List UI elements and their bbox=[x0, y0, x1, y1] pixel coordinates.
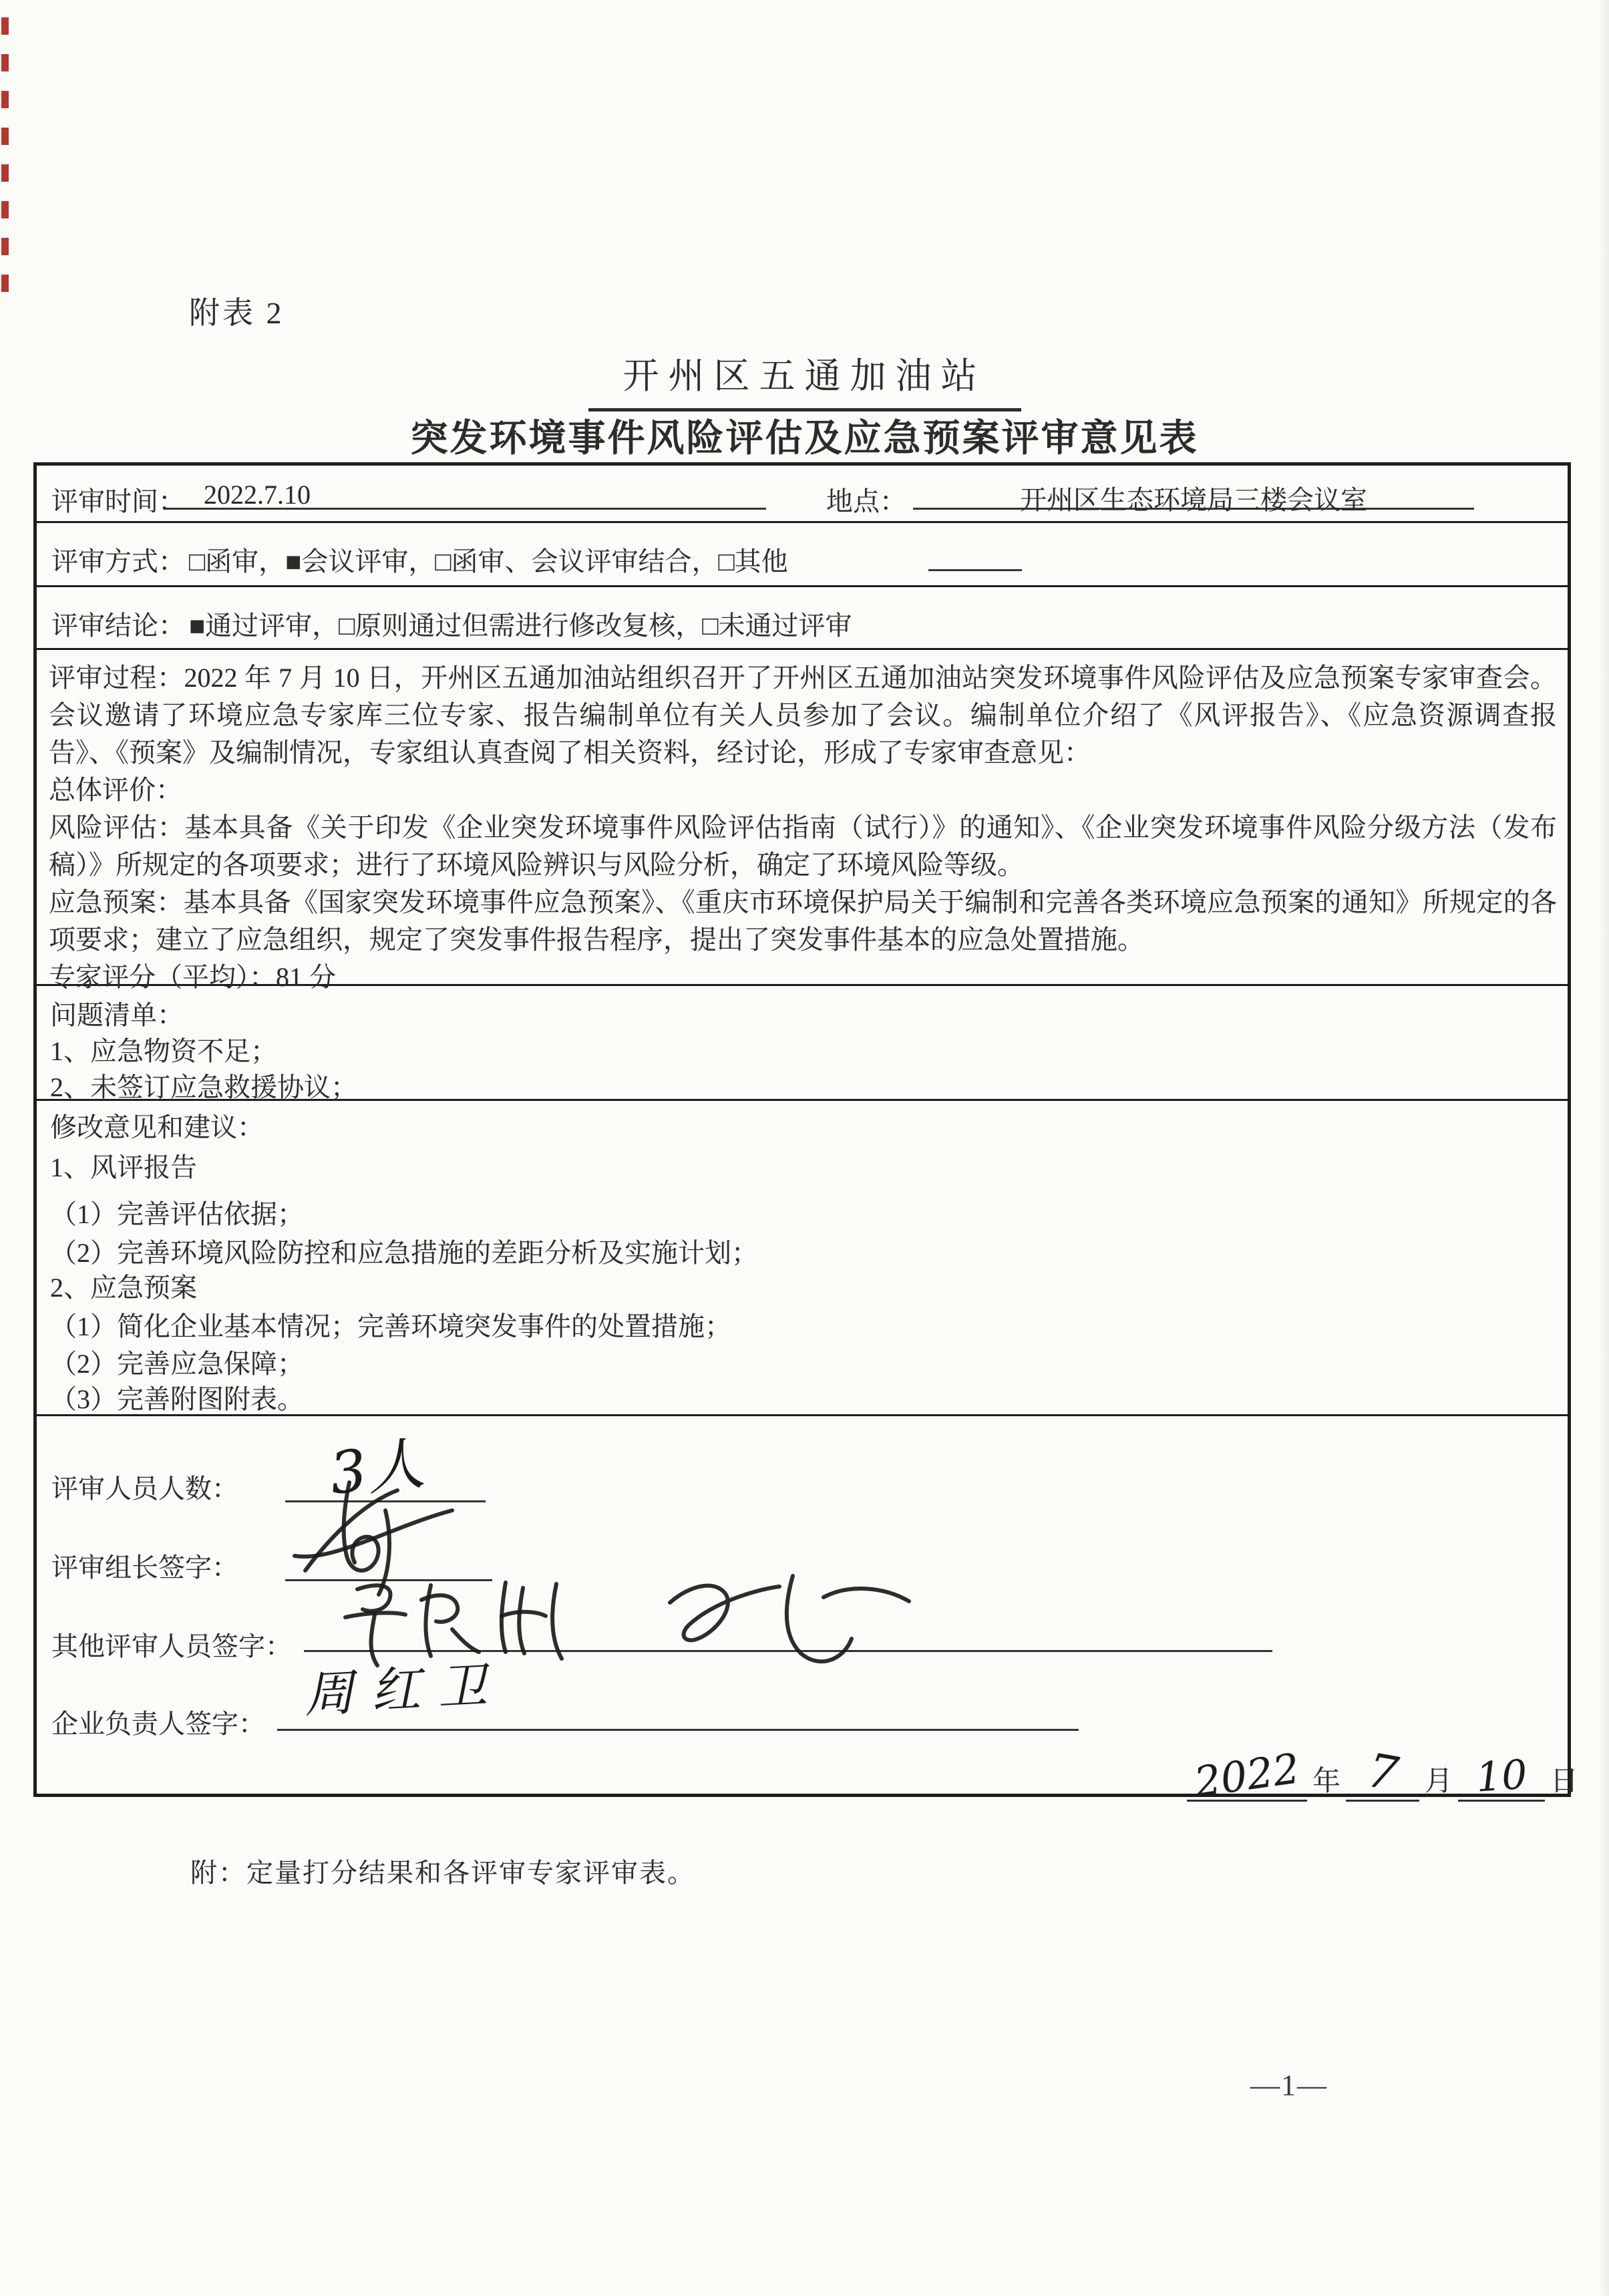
row-review-conclusion bbox=[37, 587, 1568, 650]
row-signatures bbox=[37, 1420, 1579, 1807]
review-opinion-table bbox=[33, 462, 1579, 1807]
company-title: 开州区五通加油站 bbox=[588, 347, 1021, 412]
problem-item-1: 1、应急物资不足； bbox=[50, 1036, 277, 1066]
other-reviewers-label: 其他评审人员签字： bbox=[51, 1631, 292, 1661]
scanner-edge-red-marks bbox=[1, 17, 9, 305]
company-title-wrap bbox=[0, 347, 1609, 412]
suggestion-plan: 2、应急预案 bbox=[50, 1273, 197, 1303]
suggestion-risk-2: （2）完善环境风险防控和应急措施的差距分析及实施计划； bbox=[50, 1238, 758, 1268]
review-conclusion-label: 评审结论： bbox=[51, 611, 185, 641]
attachment-table-label: 附表 2 bbox=[189, 296, 285, 330]
suggestion-plan-3: （3）完善附图附表。 bbox=[50, 1384, 304, 1414]
expert-score-line: 专家评分（平均）：81 分 bbox=[49, 962, 336, 992]
emergency-plan-paragraph: 应急预案：基本具备《国家突发环境事件应急预案》、《重庆市环境保护局关于编制和完善各类环境应急预案的通知》所规定的各项要求；建立了应急组织，规定了突发事件报告程序，提出了突发事件基本的应急处置措施。 bbox=[49, 887, 1557, 955]
suggestion-risk-1: （1）完善评估依据； bbox=[50, 1199, 304, 1229]
other-reviewer-signature-2 bbox=[651, 1560, 918, 1673]
reviewer-count-handwritten: 3人 bbox=[326, 1430, 428, 1508]
suggestion-risk-report: 1、风评报告 bbox=[50, 1152, 197, 1182]
date-year-blank bbox=[1187, 1744, 1307, 1807]
review-method-options: □函审，■会议评审，□函审、会议评审结合，□其他 bbox=[189, 546, 788, 577]
page-number: —1— bbox=[1250, 2069, 1328, 2102]
location-label: 地点： bbox=[826, 486, 906, 516]
company-signature-handwritten: 周红卫 bbox=[303, 1656, 506, 1724]
reviewer-count-label: 评审人员人数： bbox=[51, 1474, 238, 1504]
review-method-other-blank bbox=[928, 523, 1022, 571]
problem-item-2: 2、未签订应急救援协议； bbox=[50, 1072, 357, 1102]
document-title: 突发环境事件风险评估及应急预案评审意见表 bbox=[410, 418, 1199, 460]
date-day-suffix: 日 bbox=[1550, 1766, 1579, 1797]
review-date bbox=[1187, 1742, 1584, 1807]
date-day-handwritten: 10 bbox=[1474, 1751, 1529, 1802]
date-month-blank bbox=[1346, 1742, 1419, 1802]
location-value-blank bbox=[913, 466, 1474, 515]
review-time-value-blank bbox=[165, 466, 766, 510]
date-year-suffix: 年 bbox=[1312, 1766, 1341, 1797]
row-suggestions bbox=[37, 1101, 1568, 1416]
risk-assessment-paragraph: 风险评估：基本具备《关于印发《企业突发环境事件风险评估指南（试行）》的通知》、《企业突发环境事件风险分级方法（发布稿）》所规定的各项要求；进行了环境风险辨识与风险分析，确定了环境风险等级。 bbox=[49, 812, 1557, 880]
suggestions-heading: 修改意见和建议： bbox=[50, 1112, 264, 1142]
row-review-method bbox=[37, 523, 1568, 587]
review-time-label: 评审时间： bbox=[51, 486, 185, 516]
suggestion-plan-1: （1）简化企业基本情况；完善环境突发事件的处置措施； bbox=[50, 1311, 731, 1341]
scan-edge-shadow bbox=[1598, 0, 1609, 2296]
suggestion-plan-2: （2）完善应急保障； bbox=[50, 1349, 304, 1379]
footer-attachment-note: 附：定量打分结果和各评审专家评审表。 bbox=[190, 1858, 695, 1888]
review-time-value: 2022.7.10 bbox=[204, 480, 311, 510]
row-review-process bbox=[37, 650, 1568, 992]
date-month-suffix: 月 bbox=[1425, 1766, 1453, 1797]
company-signature-label: 企业负责人签字： bbox=[51, 1709, 265, 1739]
process-paragraph: 评审过程：2022 年 7 月 10 日，开州区五通加油站组织召开了开州区五通加油站突发环境事件风险评估及应急预案专家审查会。会议邀请了环境应急专家库三位专家、报告编制单位有关人员参加了会议。编制单位介绍了《风评报告》、《应急资源调查报告》、《预案》及编制情况，专家组认真查阅了相关资料，经讨论，形成了专家审查意见： bbox=[49, 663, 1557, 768]
review-process-text bbox=[37, 650, 1568, 996]
overall-evaluation-heading: 总体评价： bbox=[49, 775, 182, 805]
date-month-handwritten: 7 bbox=[1363, 1742, 1403, 1802]
problem-list-heading: 问题清单： bbox=[50, 1000, 184, 1030]
row-review-time bbox=[37, 466, 1568, 523]
leader-signature-label: 评审组长签字： bbox=[51, 1552, 238, 1583]
row-problem-list bbox=[37, 986, 1568, 1101]
review-conclusion-options: ■通过评审，□原则通过但需进行修改复核，□未通过评审 bbox=[189, 611, 852, 641]
date-day-blank bbox=[1458, 1753, 1545, 1802]
review-method-label: 评审方式： bbox=[51, 546, 185, 577]
location-value: 开州区生态环境局三楼会议室 bbox=[1020, 485, 1367, 515]
date-year-handwritten: 2022 bbox=[1191, 1744, 1303, 1807]
